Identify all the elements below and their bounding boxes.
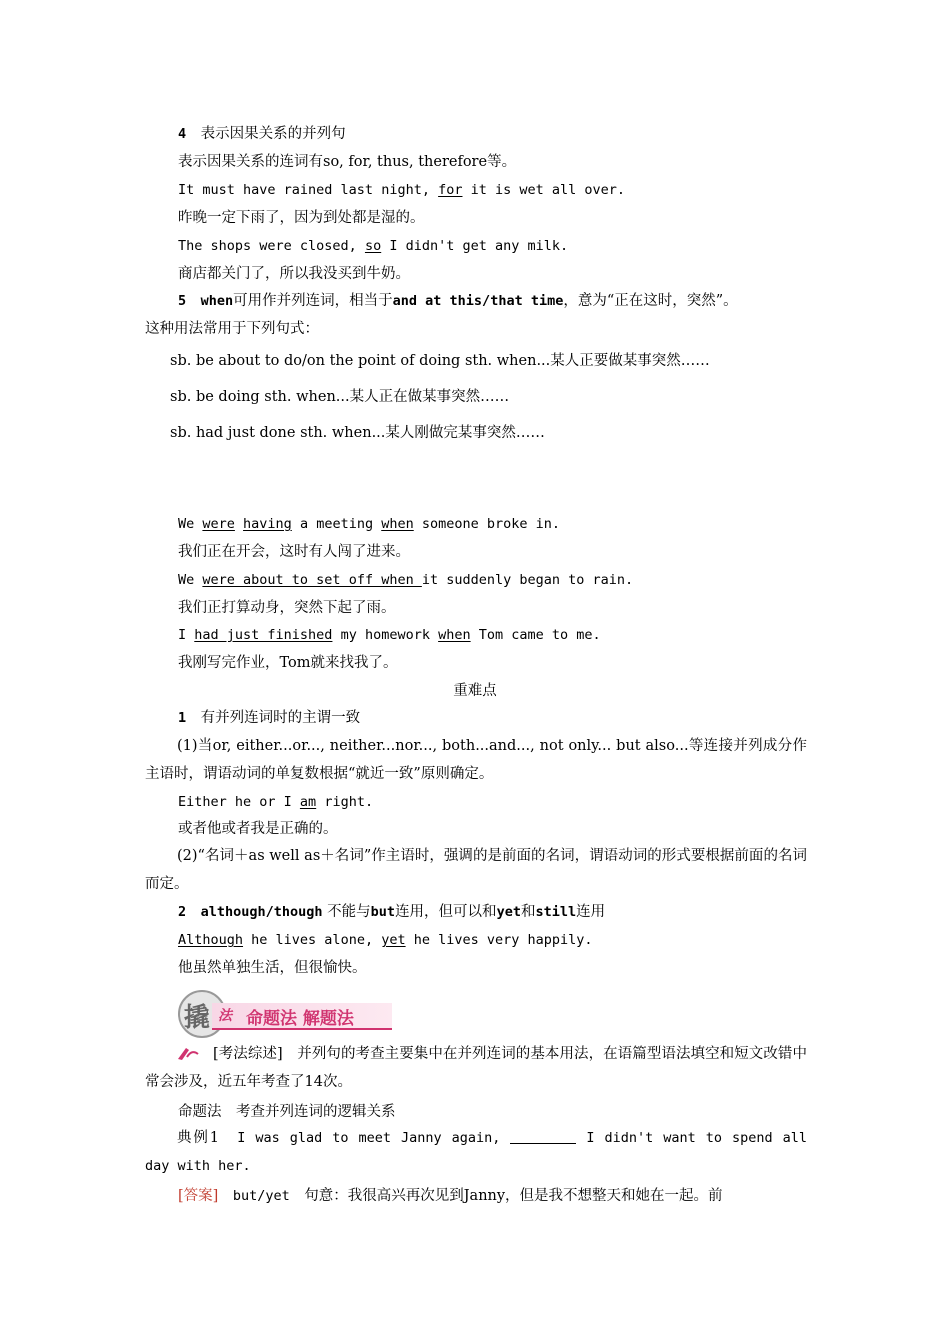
text-run: The shops were closed, <box>178 238 365 254</box>
underlined-word: so <box>364 238 382 254</box>
text-run: We <box>178 516 203 532</box>
answer-analysis: 句意：我很高兴再次见到Janny，但是我不想整天和她在一起。前 <box>304 1188 723 1204</box>
overview-text: 并列句的考查主要集中在并列连词的基本用法，在语篇型语法填空和短文改错中常会涉及，近五年考查了14次。 <box>145 1046 807 1090</box>
text-run: I <box>178 627 195 643</box>
underlined-word: when <box>381 516 414 532</box>
section-number: 4 <box>178 126 187 142</box>
answer-blank <box>510 1129 576 1144</box>
keyword: yet <box>496 904 521 920</box>
answer-tag: [答案] <box>178 1188 219 1204</box>
section-5-continuation: 这种用法常用于下列句式： <box>145 321 319 337</box>
keyword: when <box>200 293 234 309</box>
keyword: but <box>370 904 396 920</box>
text-run: Tom came to me. <box>470 627 601 643</box>
keypoint-1-body-2: (2)“名词＋as well as＋名词”作主语时，强调的是前面的名词，谓语动词的形式要根据前面的名词而定。 <box>145 848 807 892</box>
banner-title: 命题法 解题法 <box>246 1009 354 1029</box>
example-sentence <box>178 792 373 812</box>
answer-value: but/yet <box>232 1188 290 1204</box>
underlined-word: were about to set off when <box>202 572 422 588</box>
example-translation: 我刚写完作业，Tom就来找我了。 <box>178 655 398 671</box>
method-line: 命题法 考查并列连词的逻辑关系 <box>178 1104 396 1120</box>
keyword: and at this/that time <box>392 293 564 309</box>
example-translation: 或者他或者我是正确的。 <box>178 821 338 837</box>
answer-line <box>178 1186 723 1206</box>
text-run: 连用，但可以和 <box>395 904 497 920</box>
section-number: 5 <box>178 293 187 309</box>
text-run: Either he or I <box>178 794 300 810</box>
example-translation: 我们正在开会，这时有人闯了进来。 <box>178 544 410 560</box>
section-title: 表示因果关系的并列句 <box>200 126 346 142</box>
pattern-line: sb. had just done sth. when...某人刚做完某事突然…… <box>170 425 545 441</box>
text-run: someone broke in. <box>413 516 561 532</box>
section-4-heading <box>178 124 346 144</box>
text-run: ，意为“正在这时，突然”。 <box>563 293 738 309</box>
example-sentence <box>178 570 633 590</box>
underlined-word: am <box>299 794 317 810</box>
text-run: It must have rained last night, <box>178 182 439 198</box>
text-run: 不能与 <box>322 904 371 920</box>
example-translation: 我们正打算动身，突然下起了雨。 <box>178 600 396 616</box>
keypoint-2-heading <box>178 902 605 922</box>
pattern-line: sb. be doing sth. when...某人正在做某事突然…… <box>170 389 510 405</box>
method-banner <box>178 990 394 1040</box>
example-sentence <box>178 625 601 645</box>
pattern-line: sb. be about to do/on the point of doing sth. when...某人正要做某事突然…… <box>170 353 710 369</box>
question-part-b: I didn't want to spend all day with her. <box>145 1130 808 1174</box>
banner-mini-label: 法 <box>218 1008 232 1024</box>
example-translation: 昨晚一定下雨了，因为到处都是湿的。 <box>178 210 425 226</box>
example-sentence <box>178 180 625 200</box>
underlined-word: having <box>243 516 292 532</box>
section-4-desc: 表示因果关系的连词有so, for, thus, therefore等。 <box>178 154 517 170</box>
keypoint-1-heading <box>178 708 360 728</box>
text-run: my homework <box>332 627 439 643</box>
keypoint-1-body: (1)当or, either...or..., neither...nor..., both...and..., not only... but also...等连接并列成分作主语时，谓语动词的单复数根据“就近一致”原则确定。 <box>145 738 807 782</box>
example-label: 典例1 <box>177 1130 219 1146</box>
underlined-word: for <box>438 182 463 198</box>
text-run: I didn't get any milk. <box>381 238 569 254</box>
text-run: he lives alone, <box>243 932 382 948</box>
banner-glyph: 撬 <box>184 1003 211 1033</box>
section-number: 1 <box>178 710 187 726</box>
text-run: 可用作并列连词，相当于 <box>233 293 393 309</box>
text-run: it is wet all over. <box>462 182 626 198</box>
text-run: he lives very happily. <box>405 932 593 948</box>
example-question <box>145 1124 807 1180</box>
keypoint-title: 有并列连词时的主谓一致 <box>200 710 361 726</box>
text-run: 和 <box>520 904 536 920</box>
example-sentence <box>178 514 560 534</box>
keyword: although/though <box>200 904 323 920</box>
text-run: We <box>178 572 203 588</box>
example-translation: 他虽然单独生活，但很愉快。 <box>178 960 367 976</box>
underlined-word: had just finished <box>194 627 333 643</box>
overview-paragraph <box>145 1040 807 1096</box>
section-number: 2 <box>178 904 187 920</box>
text-run: right. <box>316 794 374 810</box>
text-run: it suddenly began to rain. <box>421 572 634 588</box>
keyword: still <box>535 904 577 920</box>
overview-tag: [考法综述] <box>213 1046 283 1062</box>
underlined-word: Although <box>178 932 244 948</box>
question-part-a: I was glad to meet Janny again, <box>237 1130 511 1146</box>
text-run: a meeting <box>291 516 382 532</box>
example-sentence <box>178 236 568 256</box>
underlined-word: when <box>438 627 471 643</box>
section-5-heading <box>178 291 738 311</box>
keypoints-title: 重难点 <box>453 683 497 699</box>
text-run <box>235 516 243 532</box>
example-sentence <box>178 930 593 950</box>
text-run: 连用 <box>576 904 606 920</box>
example-translation: 商店都关门了，所以我没买到牛奶。 <box>178 266 410 282</box>
underlined-word: were <box>202 516 235 532</box>
underlined-word: yet <box>381 932 406 948</box>
